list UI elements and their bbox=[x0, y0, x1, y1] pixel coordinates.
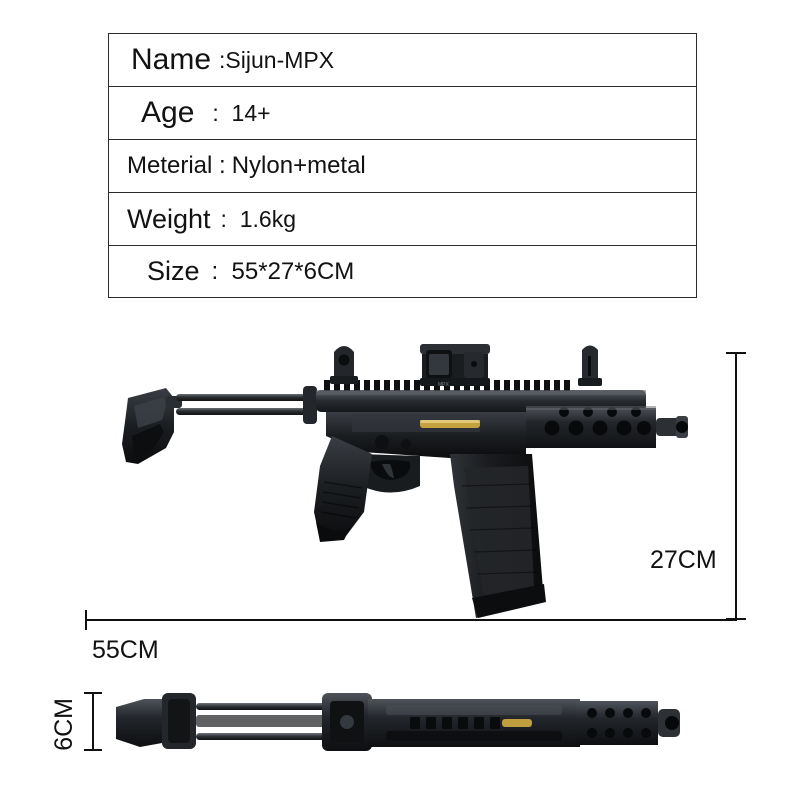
folded-muzzle bbox=[658, 709, 680, 737]
spec-label-size: Size bbox=[147, 256, 200, 286]
folded-tubes bbox=[196, 703, 326, 740]
spec-value-weight: : 1.6kg bbox=[220, 205, 296, 232]
table-row-size bbox=[108, 245, 697, 298]
folded-hinge bbox=[322, 693, 372, 751]
product-main-view bbox=[120, 336, 690, 621]
specification-table bbox=[108, 33, 697, 298]
spec-label-age: Age bbox=[141, 96, 195, 129]
thickness-ruler-cap-bottom bbox=[84, 749, 102, 751]
product-folded-view bbox=[110, 685, 690, 760]
folded-stock bbox=[116, 693, 196, 749]
table-row-material bbox=[108, 139, 697, 192]
table-row-weight bbox=[108, 192, 697, 245]
rear-sight bbox=[330, 346, 358, 384]
dimension-label-width: 55CM bbox=[92, 636, 159, 664]
red-dot-optic bbox=[420, 344, 490, 388]
spec-value-name: :Sijun-MPX bbox=[219, 46, 335, 73]
handguard bbox=[526, 406, 656, 448]
table-row-name bbox=[108, 33, 697, 86]
folded-handguard bbox=[576, 701, 658, 745]
gun-folded-view-graphic bbox=[110, 685, 690, 760]
dimension-label-height: 27CM bbox=[650, 546, 717, 574]
front-sight bbox=[578, 346, 602, 387]
spec-value-size: : 55*27*6CM bbox=[211, 257, 355, 285]
magazine bbox=[450, 454, 546, 618]
height-ruler-line bbox=[735, 352, 737, 620]
thickness-ruler-cap-top bbox=[84, 692, 102, 694]
spec-label-weight: Weight bbox=[127, 203, 211, 234]
width-ruler-line bbox=[85, 619, 737, 621]
thickness-ruler-line bbox=[92, 692, 94, 751]
height-ruler-cap-top bbox=[726, 352, 746, 354]
dimension-label-thickness: 6CM bbox=[50, 698, 78, 751]
spec-label-material: Meterial : bbox=[127, 152, 226, 179]
table-row-age bbox=[108, 86, 697, 139]
folded-receiver bbox=[368, 699, 580, 747]
spec-label-name: Name bbox=[131, 43, 212, 76]
muzzle bbox=[656, 416, 688, 438]
pistol-grip bbox=[314, 436, 372, 542]
svg-text:MPX: MPX bbox=[438, 382, 449, 388]
spec-value-age: : 14+ bbox=[212, 99, 271, 126]
gun-side-view-graphic bbox=[120, 336, 690, 621]
width-ruler-cap-left bbox=[85, 610, 87, 630]
spec-value-material: Nylon+metal bbox=[231, 152, 366, 179]
stock-assembly bbox=[122, 386, 317, 464]
